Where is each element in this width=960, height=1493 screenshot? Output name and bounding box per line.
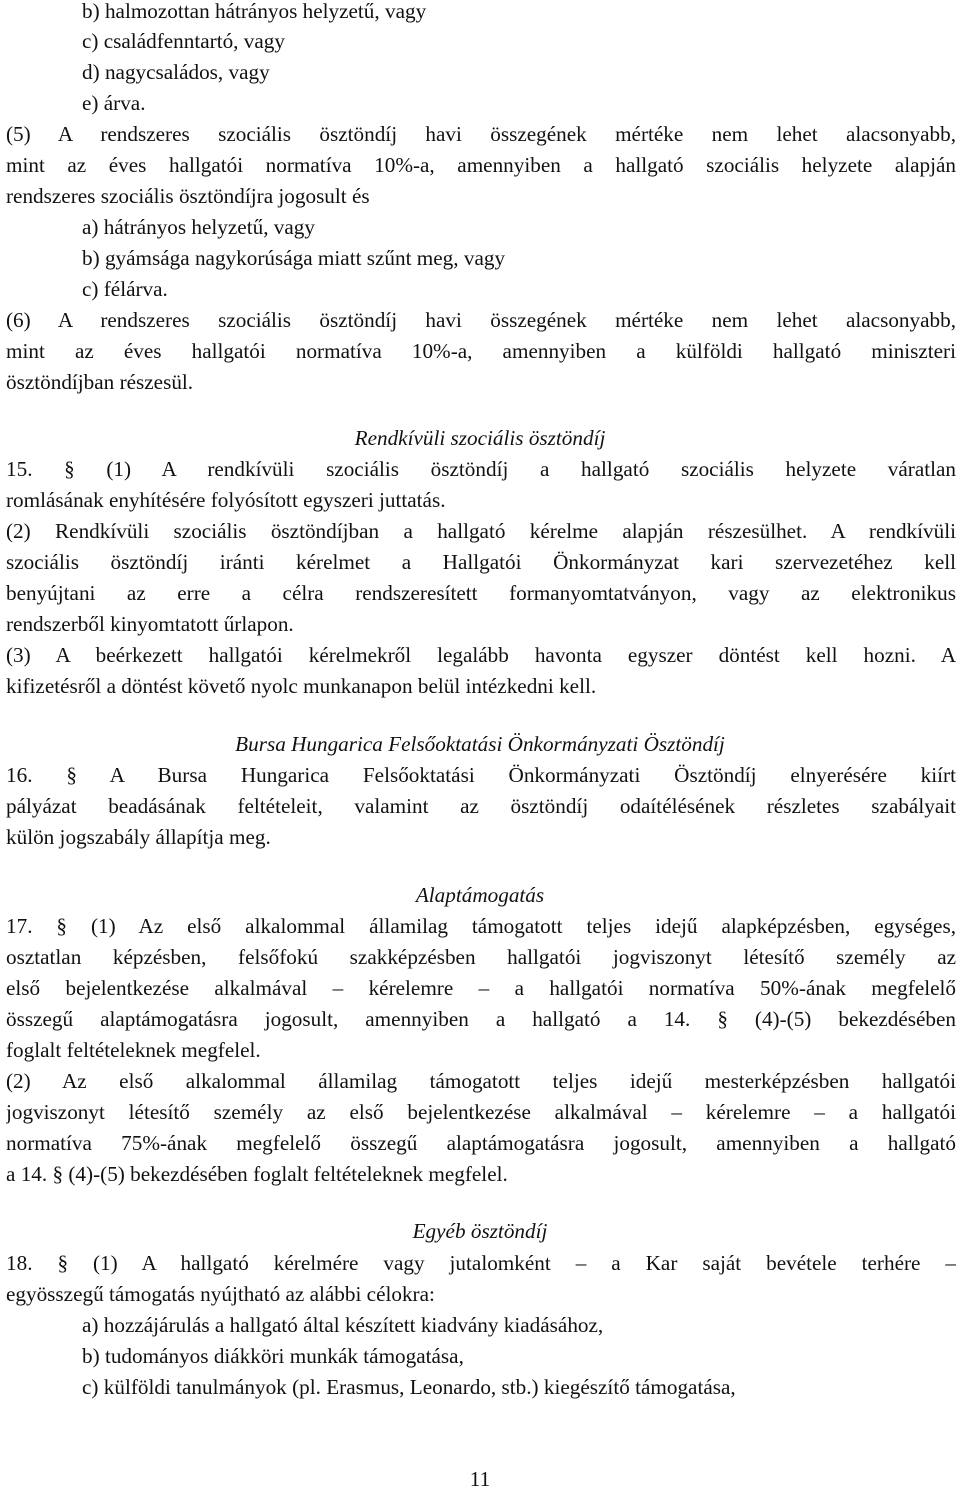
paragraph-line: a 14. § (4)-(5) bekezdésében foglalt feltételeknek megfelel. (6, 1162, 508, 1186)
list-item: b) halmozottan hátrányos helyzetű, vagy (82, 0, 427, 23)
paragraph-line: romlásának enyhítésére folyósított egyszeri juttatás. (6, 488, 446, 512)
paragraph-line: ösztöndíjban részesül. (6, 370, 194, 394)
section-heading: Bursa Hungarica Felsőoktatási Önkormányzati Ösztöndíj (235, 732, 725, 756)
list-item: c) külföldi tanulmányok (pl. Erasmus, Leonardo, stb.) kiegészítő támogatása, (82, 1375, 736, 1399)
paragraph-line: rendszeres szociális ösztöndíjra jogosult és (6, 184, 370, 208)
list-item: c) családfenntartó, vagy (82, 29, 285, 53)
paragraph-line: foglalt feltételeknek megfelel. (6, 1038, 261, 1062)
list-item: d) nagycsaládos, vagy (82, 60, 270, 84)
paragraph-line: 17. § (1) Az első alkalommal államilag támogatott teljes idejű alapképzésben, egységes, (6, 914, 956, 938)
section-heading: Egyéb ösztöndíj (412, 1219, 548, 1243)
page-number: 11 (469, 1467, 491, 1491)
paragraph-line: mint az éves hallgatói normatíva 10%-a, amennyiben a külföldi hallgató miniszteri (6, 339, 956, 363)
paragraph-line: rendszerből kinyomtatott űrlapon. (6, 612, 294, 636)
paragraph-line: pályázat beadásának feltételeit, valamint az ösztöndíj odaítélésének részletes szabályait (6, 794, 956, 818)
paragraph-line: benyújtani az erre a célra rendszeresített formanyomtatványon, vagy az elektronikus (6, 581, 956, 605)
paragraph-line: 15. § (1) A rendkívüli szociális ösztöndíj a hallgató szociális helyzete váratlan (6, 457, 956, 481)
list-item: b) gyámsága nagykorúsága miatt szűnt meg, vagy (82, 246, 506, 270)
paragraph-line: egyösszegű támogatás nyújtható az alábbi célokra: (6, 1282, 435, 1306)
list-item: a) hátrányos helyzetű, vagy (82, 215, 315, 239)
paragraph-line: (6) A rendszeres szociális ösztöndíj havi összegének mértéke nem lehet alacsonyabb, (6, 308, 956, 332)
paragraph-line: (3) A beérkezett hallgatói kérelmekről legalább havonta egyszer döntést kell hozni. A (6, 643, 956, 667)
list-item: a) hozzájárulás a hallgató által készített kiadvány kiadásához, (82, 1313, 604, 1337)
paragraph-line: összegű alaptámogatásra jogosult, amennyiben a hallgató a 14. § (4)-(5) bekezdésében (6, 1007, 956, 1031)
paragraph-line: normatíva 75%-ának megfelelő összegű alaptámogatásra jogosult, amennyiben a hallgató (6, 1131, 956, 1155)
paragraph-line: (2) Rendkívüli szociális ösztöndíjban a hallgató kérelme alapján részesülhet. A rendkívüli (6, 519, 956, 543)
paragraph-line: jogviszonyt létesítő személy az első bejelentkezése alkalmával – kérelemre – a hallgatói (6, 1100, 956, 1124)
paragraph-line: külön jogszabály állapítja meg. (6, 825, 271, 849)
list-item: b) tudományos diákköri munkák támogatása, (82, 1344, 464, 1368)
paragraph-line: osztatlan képzésben, felsőfokú szakképzésben hallgatói jogviszonyt létesítő személy az (6, 945, 956, 969)
list-item: c) félárva. (82, 277, 168, 301)
paragraph-line: (2) Az első alkalommal államilag támogatott teljes idejű mesterképzésben hallgatói (6, 1069, 956, 1093)
paragraph-line: kifizetésről a döntést követő nyolc munkanapon belül intézkedni kell. (6, 674, 597, 698)
paragraph-line: első bejelentkezése alkalmával – kérelemre – a hallgatói normatíva 50%-ának megfelelő (6, 976, 956, 1000)
paragraph-line: 18. § (1) A hallgató kérelmére vagy jutalomként – a Kar saját bevétele terhére – (6, 1251, 956, 1275)
paragraph-line: (5) A rendszeres szociális ösztöndíj havi összegének mértéke nem lehet alacsonyabb, (6, 122, 956, 146)
paragraph-line: mint az éves hallgatói normatíva 10%-a, amennyiben a hallgató szociális helyzete alapján (6, 153, 956, 177)
paragraph-line: 16. § A Bursa Hungarica Felsőoktatási Önkormányzati Ösztöndíj elnyerésére kiírt (6, 763, 956, 787)
section-heading: Rendkívüli szociális ösztöndíj (354, 426, 606, 450)
list-item: e) árva. (82, 91, 146, 115)
section-heading: Alaptámogatás (415, 883, 545, 907)
paragraph-line: szociális ösztöndíj iránti kérelmet a Hallgatói Önkormányzat kari szervezetéhez kell (6, 550, 956, 574)
